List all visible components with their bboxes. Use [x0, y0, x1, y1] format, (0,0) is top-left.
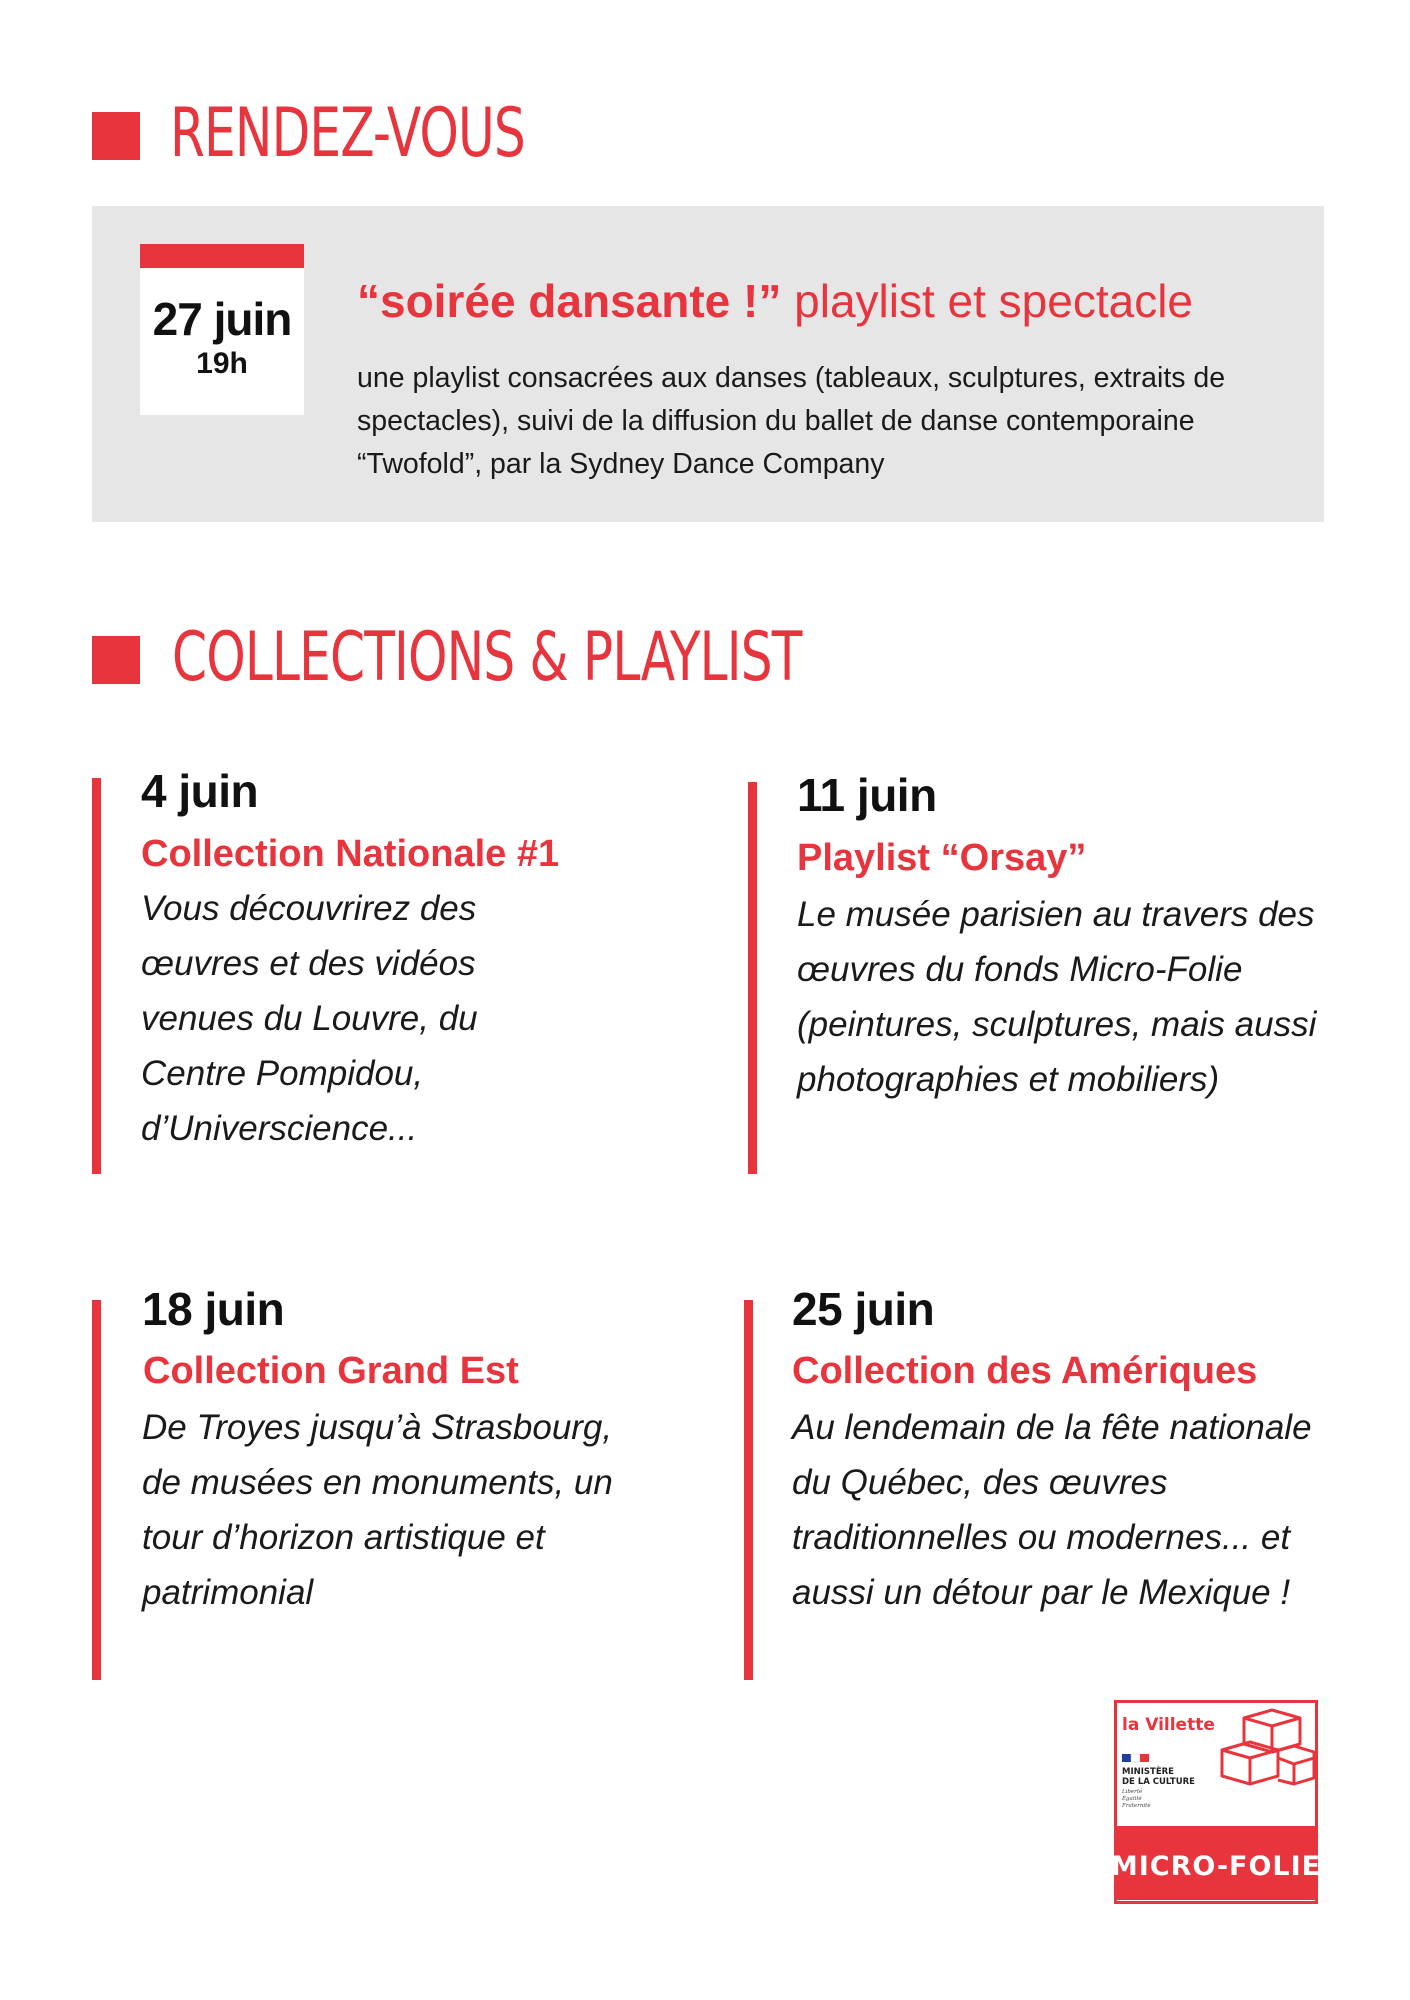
micro-folie-logo-graphic: [1114, 1700, 1318, 1904]
item-accent-bar: [92, 778, 101, 1174]
item-date: 18 juin: [142, 1283, 285, 1335]
item-description: Le musée parisien au travers des œuvres du fonds Micro-Folie (peintures, sculptures, mais aussi photographies et mobiliers): [797, 895, 1317, 1099]
item-description: De Troyes jusqu’à Strasbourg, de musées en monuments, un tour d’horizon artistique et patrimonial: [142, 1408, 613, 1612]
section-marker-collections: [92, 636, 140, 684]
event-title-bold: “soirée dansante !”: [357, 275, 782, 327]
item-title: Collection des Amériques: [792, 1350, 1258, 1392]
item-description: Vous découvrirez des œuvres et des vidéos venues du Louvre, du Centre Pompidou, d’Universcience...: [141, 889, 478, 1148]
item-accent-bar: [744, 1300, 753, 1680]
ministry-line-2: DE LA CULTURE: [1122, 1777, 1195, 1787]
micro-folie-wordmark: MICRO-FOLIE: [1114, 1851, 1318, 1882]
event-date: 27 juin: [152, 293, 292, 345]
event-time: 19h: [196, 347, 248, 380]
event-title: [357, 274, 1193, 328]
item-accent-bar: [748, 782, 757, 1174]
item-date: 11 juin: [797, 769, 937, 821]
item-date: 25 juin: [792, 1283, 935, 1335]
item-accent-bar: [92, 1300, 101, 1680]
lavillette-wordmark: la Villette: [1122, 1715, 1215, 1735]
item-title: Playlist “Orsay”: [797, 837, 1087, 879]
item-title: Collection Grand Est: [143, 1350, 519, 1392]
item-title: Collection Nationale #1: [141, 833, 560, 875]
calendar-badge: [140, 244, 304, 415]
section-marker-rendezvous: [92, 112, 140, 160]
section-title-rendezvous: RENDEZ-VOUS: [170, 94, 525, 173]
micro-folie-logo: [1114, 1700, 1318, 1904]
item-description: Au lendemain de la fête nationale du Québec, des œuvres traditionnelles ou modernes... et aussi un détour par le Mexique !: [792, 1408, 1312, 1612]
event-description: une playlist consacrées aux danses (tableaux, sculptures, extraits de spectacles), suivi de la diffusion du ballet de danse contemporaine “Twofold”, par la Sydney Dance Company: [357, 362, 1226, 480]
motto-1: Liberté: [1122, 1789, 1143, 1795]
ministry-line-1: MINISTÈRE: [1122, 1767, 1174, 1777]
calendar-header-strip: [140, 244, 304, 268]
section-title-collections: COLLECTIONS & PLAYLIST: [172, 618, 802, 697]
motto-3: Fraternité: [1122, 1803, 1151, 1809]
motto-2: Égalité: [1122, 1796, 1142, 1802]
item-date: 4 juin: [141, 765, 259, 817]
event-title-rest: playlist et spectacle: [781, 275, 1194, 327]
